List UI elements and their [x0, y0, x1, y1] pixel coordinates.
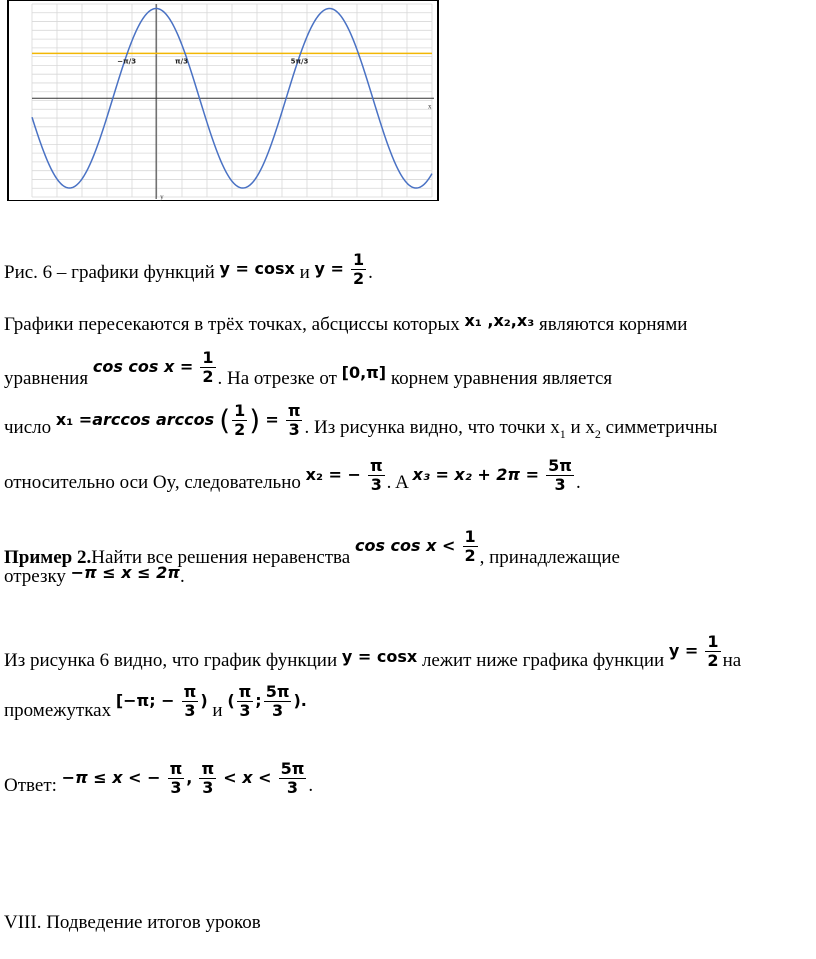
- y-axis-label: y: [160, 193, 164, 201]
- answer-line: Ответ: $^{-\pi \le x < - \frac{\pi}{3} , \frac{\pi}{3} < x < \frac{5\pi}{3}}$ .: [4, 759, 314, 797]
- graph-cos-and-half: [4, 0, 440, 201]
- caption-f1: y = cosx: [219, 259, 295, 278]
- para2-line2: промежутках $^{[-\pi; - \frac{\pi}{3} )}$ и $^{( \frac{\pi}{3} ; \frac{5\pi}{3} ).}$: [4, 682, 307, 721]
- para1-line3: число $^{x_1 =arccos arccos ( \frac{1}{2} ) = \frac{\pi}{3}}$ . Из рисунка видно, что точки $x_1$ и $x_2$ симметричны: [4, 401, 718, 441]
- intersection-label: π/3: [175, 57, 188, 66]
- x-axis-label: x: [428, 102, 432, 111]
- para2-line1: Из рисунка 6 видно, что график функции $^{y = cosx}$ лежит ниже графика функции $^{y = \frac{1}{2}}$ на: [4, 632, 742, 671]
- para1-line2: уравнения $^{cos cos x = \frac{1}{2}}$ . На отрезке от [0,π] корнем уравнения является: [4, 348, 613, 389]
- answer-label: Ответ:: [4, 775, 57, 796]
- intersection-label: 5π/3: [290, 57, 309, 66]
- intersection-label: −π/3: [117, 57, 137, 66]
- example2-title: Пример 2.: [4, 547, 92, 568]
- example2-line1: Пример 2.Найти все решения неравенства $^{cos cos x < \frac{1}{2}}$ , принадлежащие: [4, 527, 620, 568]
- para1-line1: Графики пересекаются в трёх точках, абсциссы которых $^{x_1 ,x_2,x_3}$ являются корнями: [4, 311, 688, 335]
- section-title: VIII. Подведение итогов уроков: [4, 912, 261, 933]
- figure-caption: Рис. 6 – графики функций $^{y = cosx}$ и $^{y = \frac{1}{2}}$ .: [4, 250, 373, 288]
- example2-line2: отрезку $^{-\pi \le x \le 2\pi}$.: [4, 563, 185, 587]
- para1-line4: относительно оси Oy, следовательно $^{x_2 = - \frac{\pi}{3}}$ . A $^{x_3 = x_2 + 2\pi = \frac{5\pi}{3}}$ .: [4, 456, 581, 494]
